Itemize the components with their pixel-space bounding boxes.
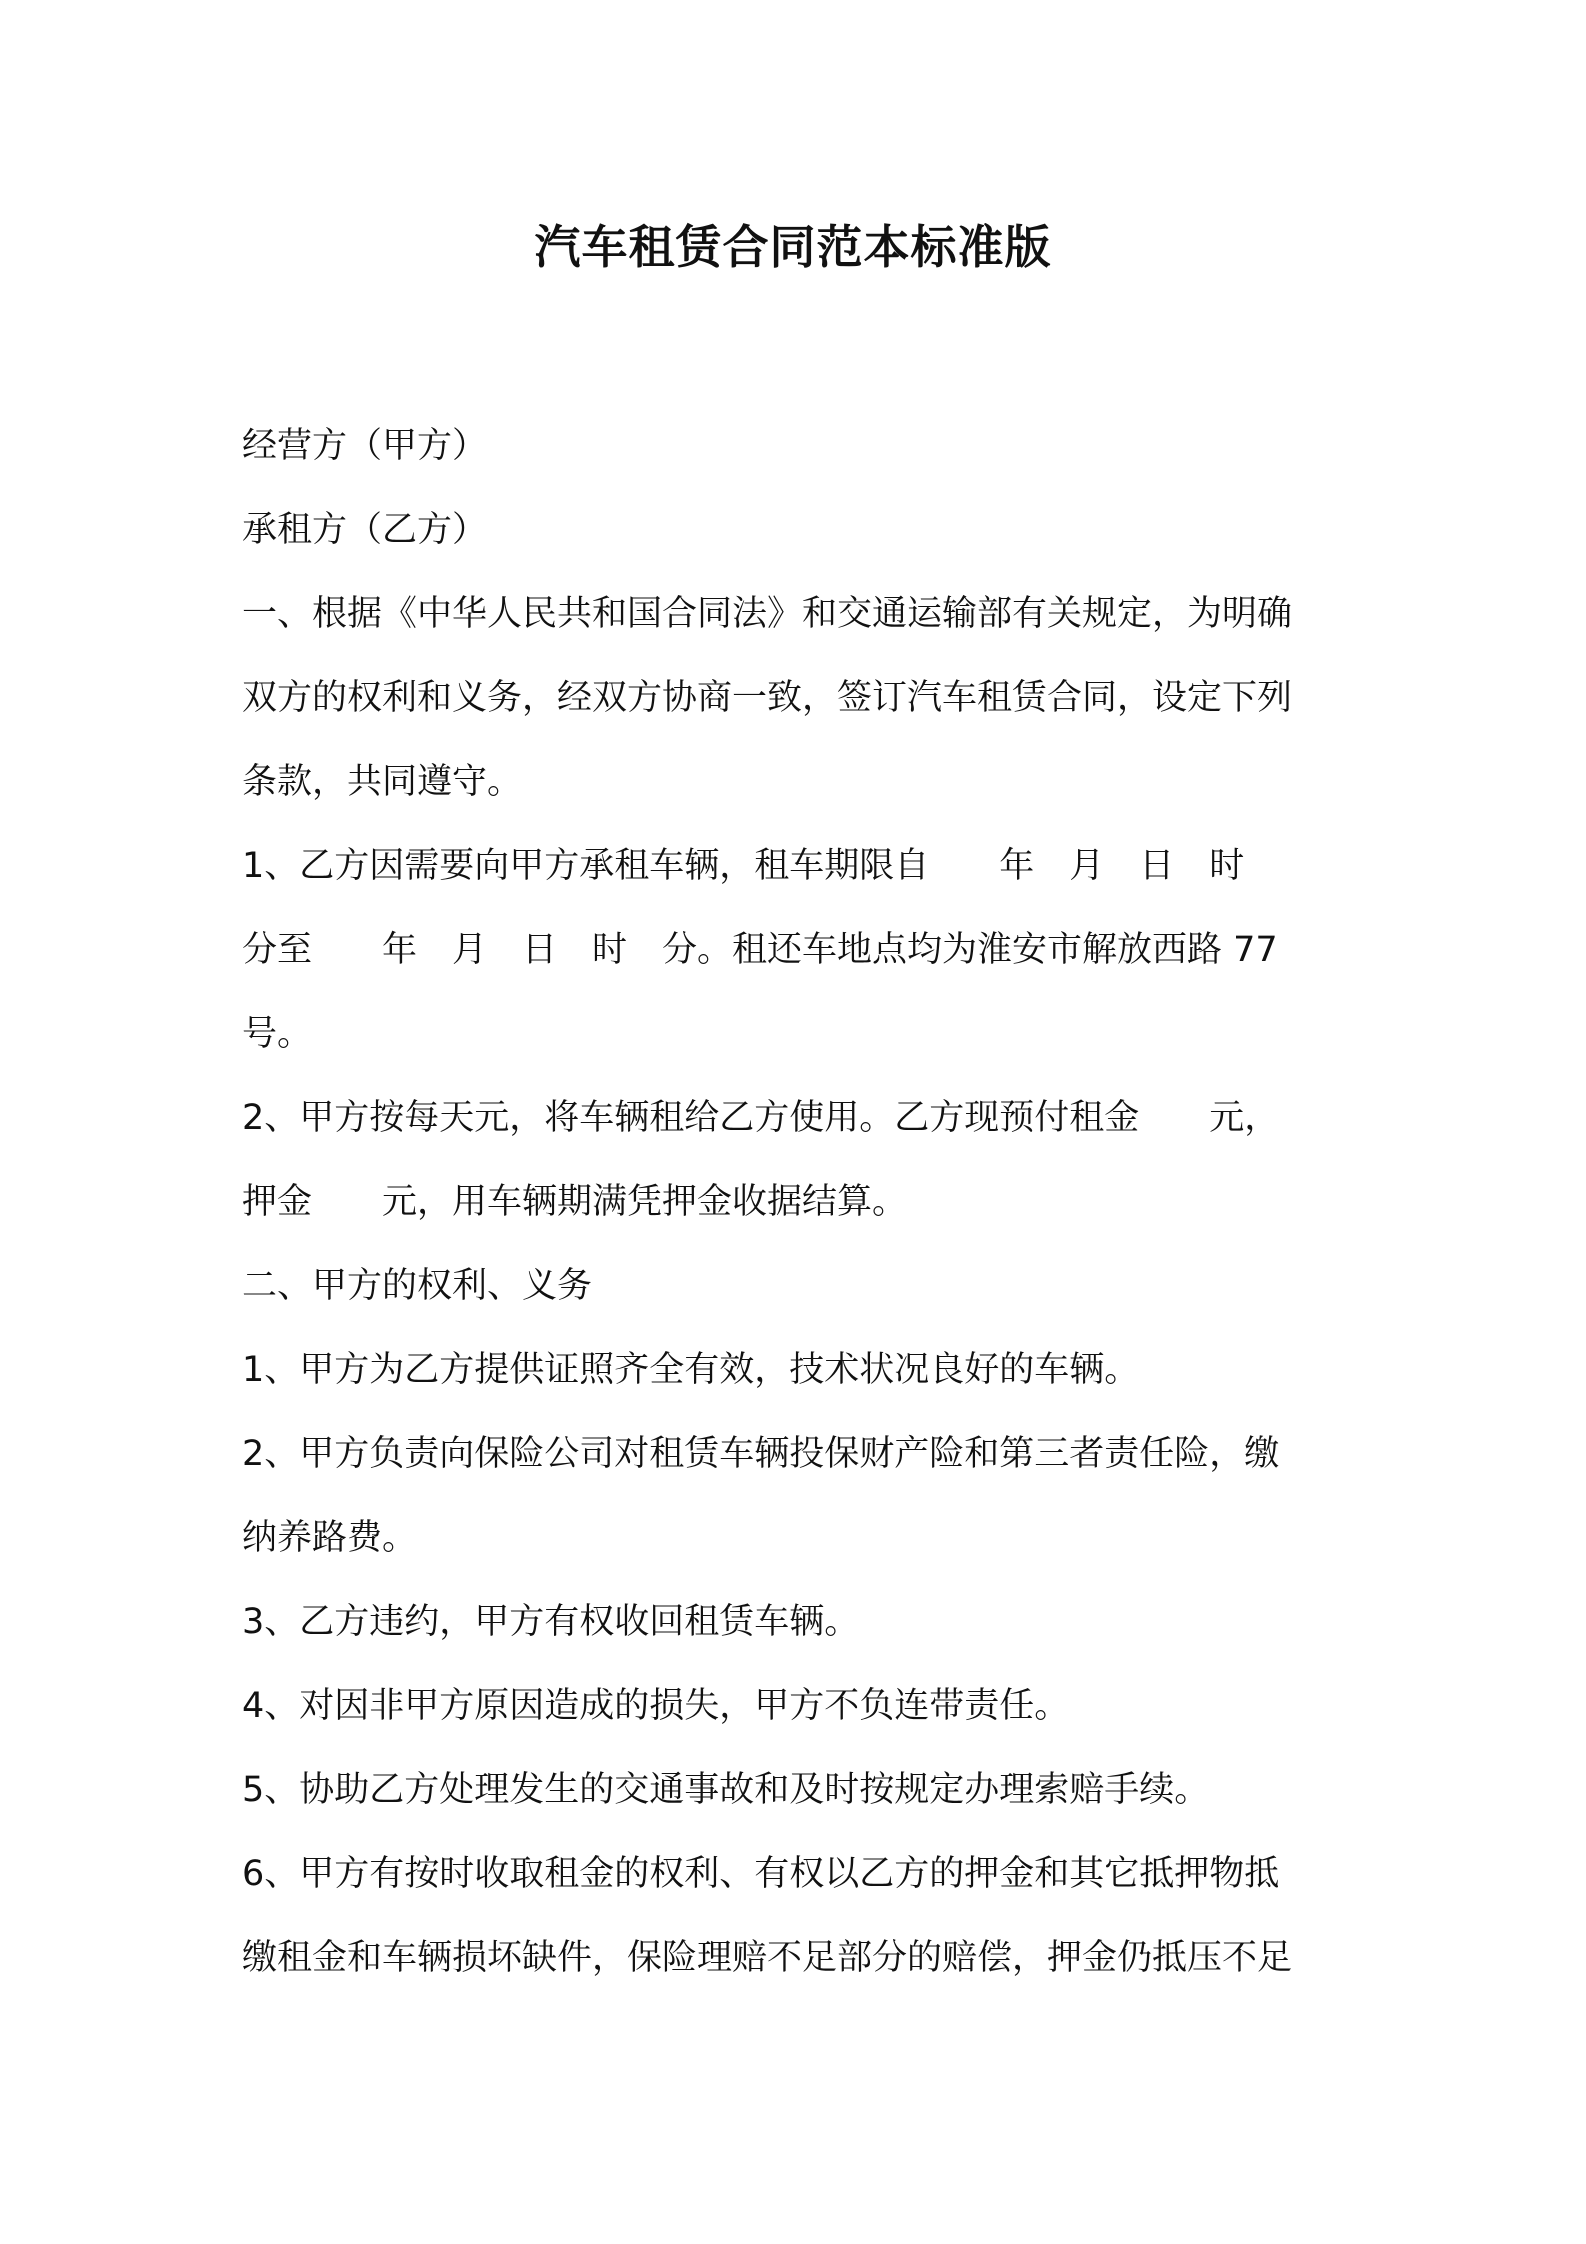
section-1-line-3: 条款，共同遵守。	[242, 762, 523, 802]
a-clause-6-line-2: 缴租金和车辆损坏缺件，保险理赔不足部分的赔偿，押金仍抵压不足	[242, 1938, 1293, 1978]
clause-1-line-3: 号。	[242, 1014, 313, 1054]
a-clause-2-line-2: 纳养路费。	[242, 1518, 418, 1558]
section-1-line-1: 一、根据《中华人民共和国合同法》和交通运输部有关规定，为明确	[242, 594, 1293, 634]
party-b-line: 承租方（乙方）	[242, 510, 488, 550]
a-clause-2-line-1: 2、甲方负责向保险公司对租赁车辆投保财产险和第三者责任险，缴	[242, 1434, 1280, 1474]
a-clause-1: 1、甲方为乙方提供证照齐全有效，技术状况良好的车辆。	[242, 1350, 1140, 1390]
section-2-heading: 二、甲方的权利、义务	[242, 1266, 593, 1306]
document-body	[242, 404, 1354, 2000]
clause-1-line-2: 分至 年 月 日 时 分。租还车地点均为淮安市解放西路 77	[242, 930, 1278, 970]
a-clause-6-line-1: 6、甲方有按时收取租金的权利、有权以乙方的押金和其它抵押物抵	[242, 1854, 1280, 1894]
party-a-line: 经营方（甲方）	[242, 426, 488, 466]
clause-1-line-1: 1、乙方因需要向甲方承租车辆，租车期限自 年 月 日 时	[242, 846, 1245, 886]
a-clause-3: 3、乙方违约，甲方有权收回租赁车辆。	[242, 1602, 860, 1642]
document-title: 汽车租赁合同范本标准版	[534, 220, 1052, 274]
clause-2-line-2: 押金 元，用车辆期满凭押金收据结算。	[242, 1182, 908, 1222]
clause-2-line-1: 2、甲方按每天元，将车辆租给乙方使用。乙方现预付租金 元，	[242, 1098, 1280, 1138]
a-clause-4: 4、对因非甲方原因造成的损失，甲方不负连带责任。	[242, 1686, 1070, 1726]
section-1-line-2: 双方的权利和义务，经双方协商一致，签订汽车租赁合同，设定下列	[242, 678, 1293, 718]
a-clause-5: 5、协助乙方处理发生的交通事故和及时按规定办理索赔手续。	[242, 1770, 1210, 1810]
